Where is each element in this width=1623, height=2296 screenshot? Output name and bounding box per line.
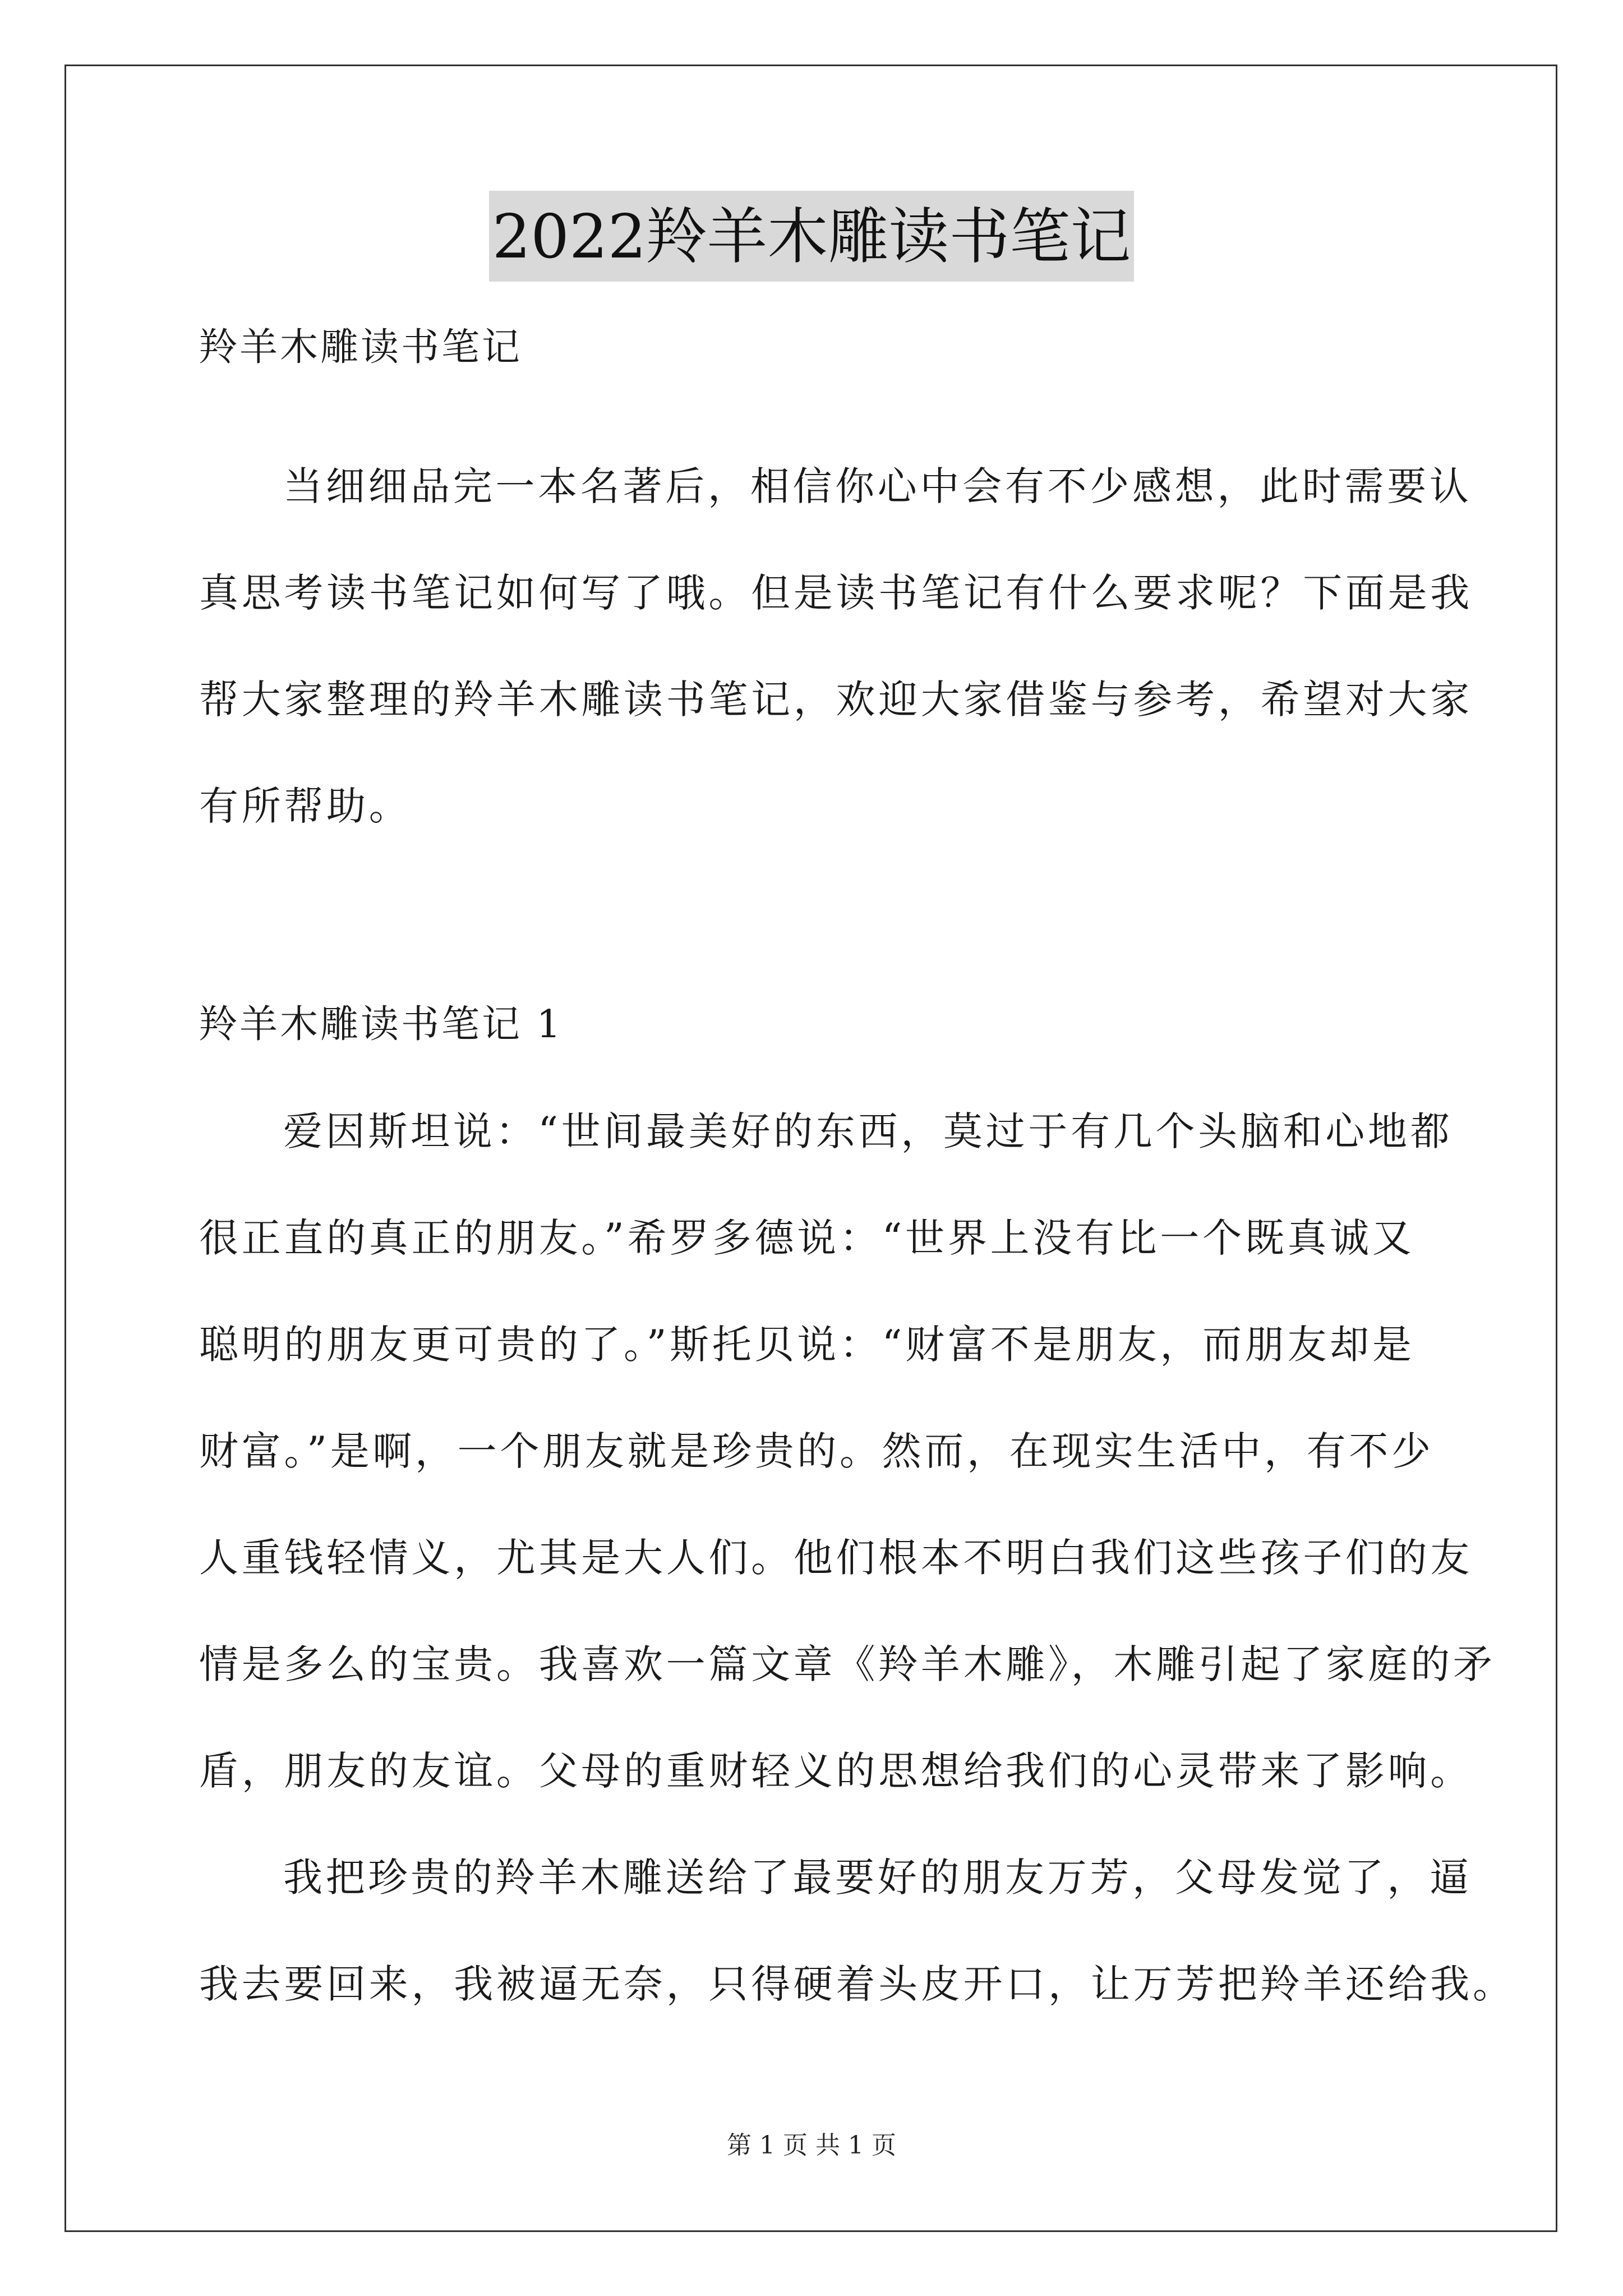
- paragraph-line: 人重钱轻情义，尤其是大人们。他们根本不明白我们这些孩子们的友: [199, 1535, 1473, 1581]
- page-footer: 第 1 页 共 1 页: [727, 2131, 896, 2160]
- paragraph-line: 财富。”是啊，一个朋友就是珍贵的。然而，在现实生活中，有不少: [199, 1428, 1434, 1474]
- paragraph-line: 盾，朋友的友谊。父母的重财轻义的思想给我们的心灵带来了影响。: [199, 1748, 1473, 1794]
- paragraph-line: 帮大家整理的羚羊木雕读书笔记，欢迎大家借鉴与参考，希望对大家: [199, 677, 1473, 723]
- paragraph-line: 有所帮助。: [199, 783, 412, 829]
- section-heading: 羚羊木雕读书笔记 1: [199, 1002, 563, 1047]
- document-title: 2022羚羊木雕读书笔记: [489, 191, 1135, 282]
- paragraph-line: 当细细品完一本名著后，相信你心中会有不少感想，此时需要认: [283, 463, 1472, 509]
- paragraph-line: 真思考读书笔记如何写了哦。但是读书笔记有什么要求呢？下面是我: [199, 570, 1473, 616]
- intro-heading: 羚羊木雕读书笔记: [199, 325, 523, 370]
- paragraph-line: 我把珍贵的羚羊木雕送给了最要好的朋友万芳，父母发觉了，逼: [283, 1855, 1472, 1901]
- paragraph-line: 我去要回来，我被逼无奈，只得硬着头皮开口，让万芳把羚羊还给我。: [199, 1961, 1515, 2007]
- paragraph-line: 聪明的朋友更可贵的了。”斯托贝说：“财富不是朋友，而朋友却是: [199, 1322, 1415, 1368]
- paragraph-line: 很正直的真正的朋友。”希罗多德说：“世界上没有比一个既真诚又: [199, 1215, 1415, 1261]
- paragraph-line: 情是多么的宝贵。我喜欢一篇文章《羚羊木雕》，木雕引起了家庭的矛: [199, 1641, 1496, 1687]
- title-container: [0, 191, 1623, 282]
- paragraph-line: 爱因斯坦说：“世间最美好的东西，莫过于有几个头脑和心地都: [283, 1108, 1453, 1154]
